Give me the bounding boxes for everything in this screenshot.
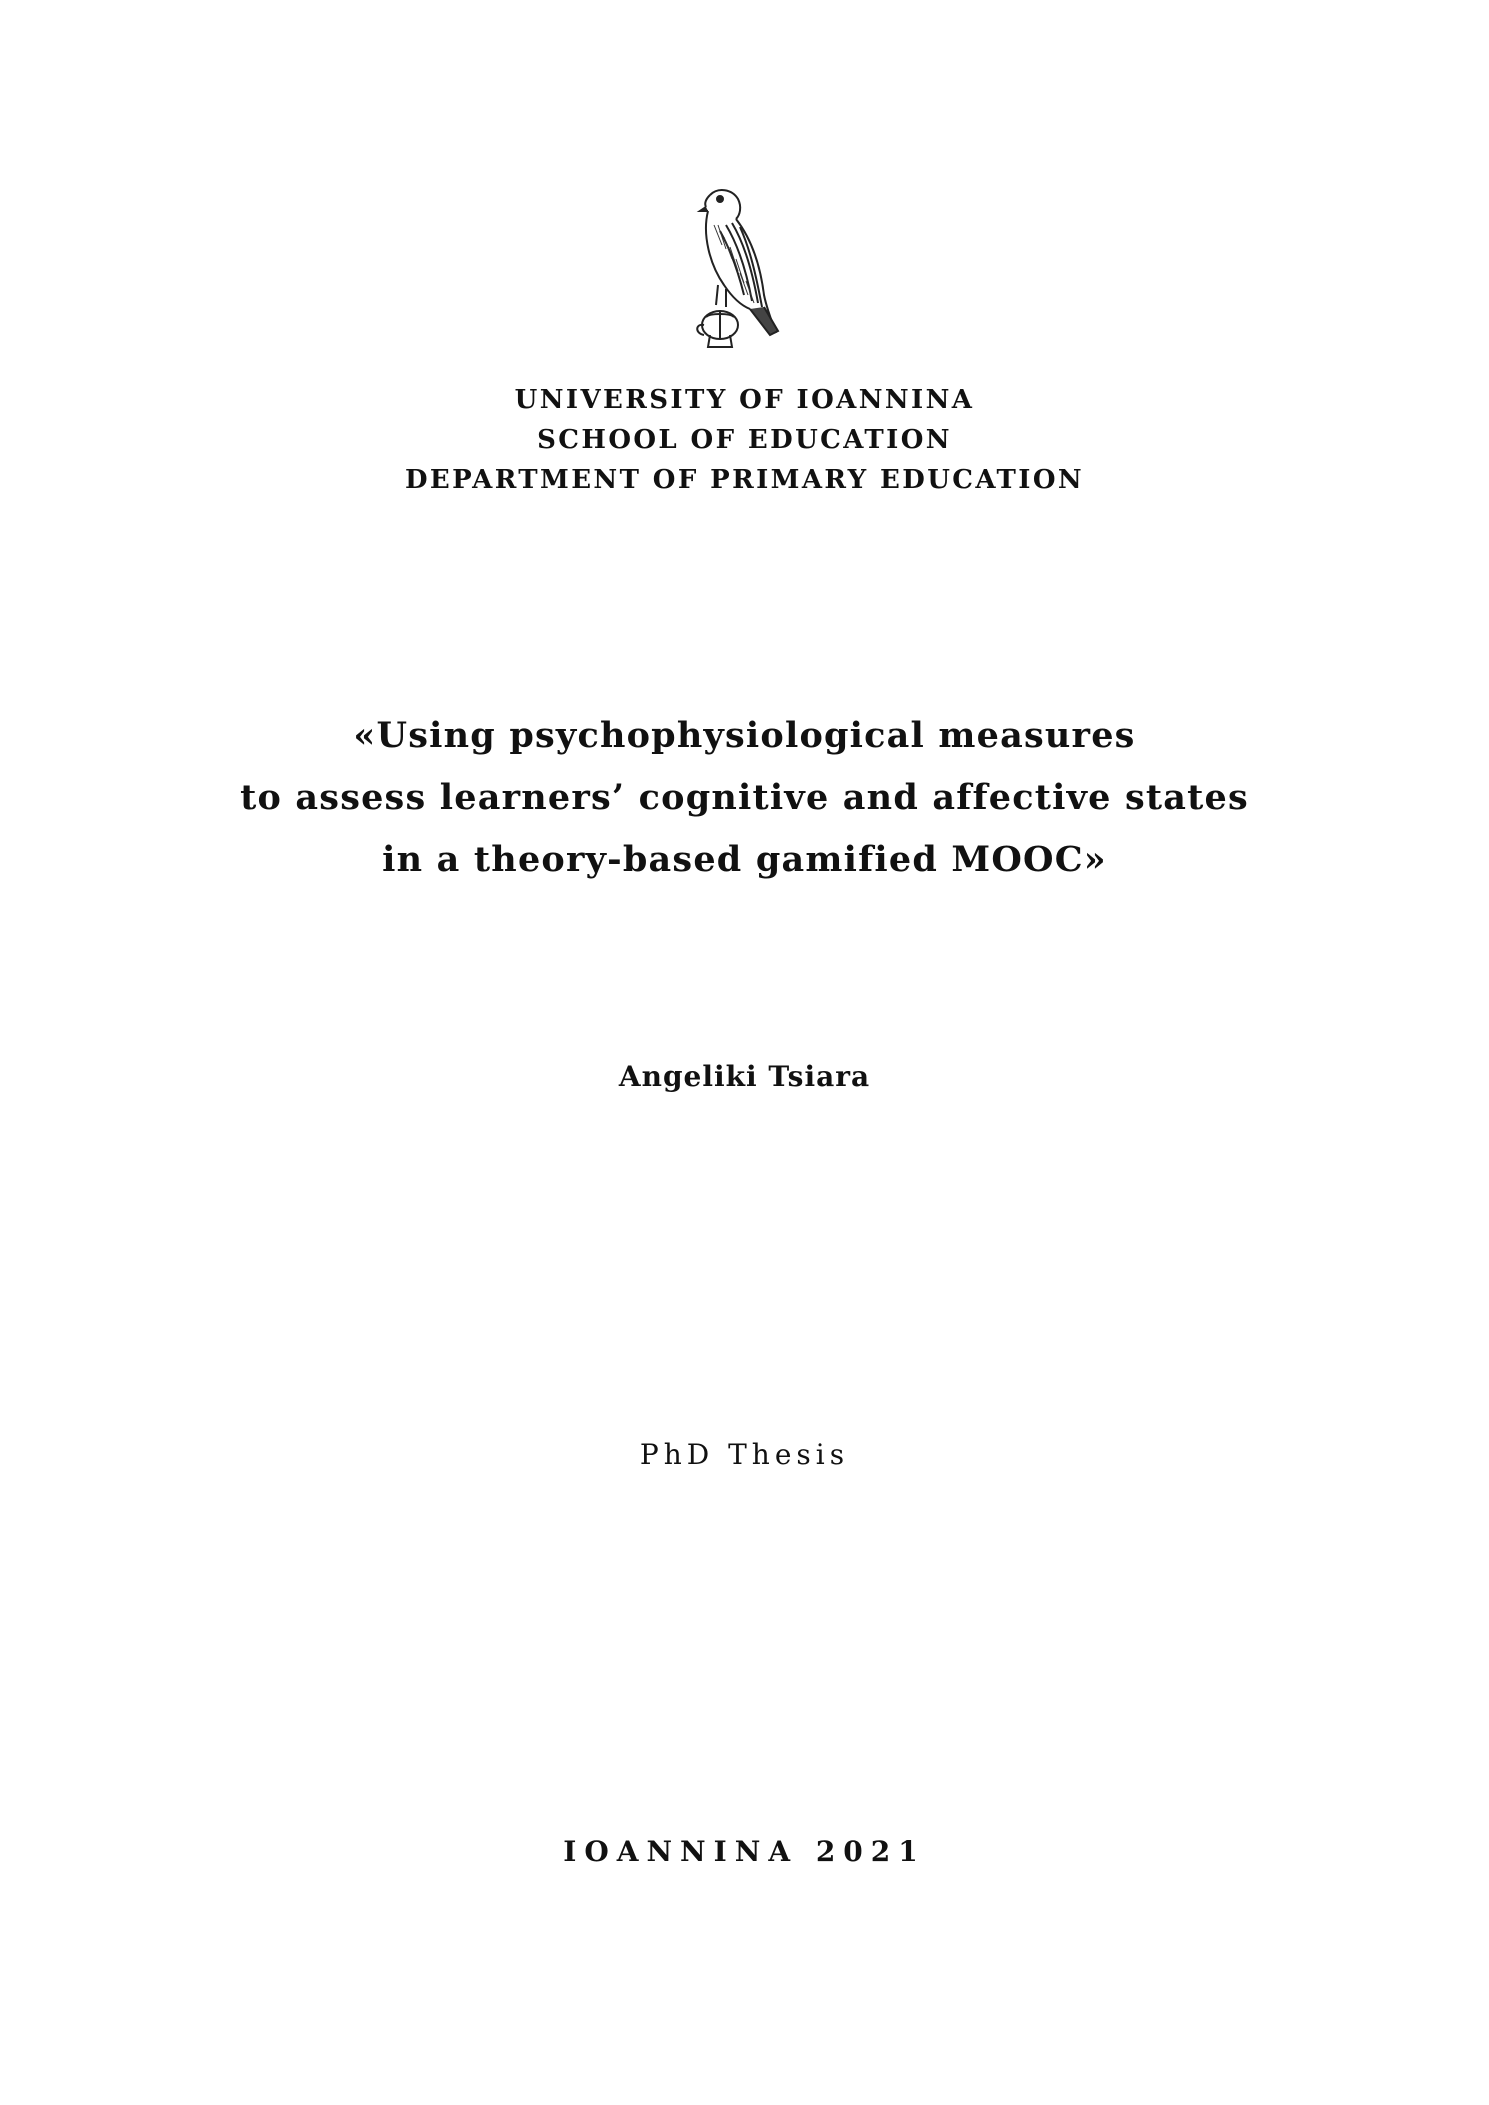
title-line-2: to assess learners’ cognitive and affective states bbox=[240, 777, 1249, 818]
place-and-year: IOANNINA 2021 bbox=[563, 1835, 926, 1868]
school-name: SCHOOL OF EDUCATION bbox=[537, 425, 952, 455]
institution-block bbox=[0, 380, 1489, 500]
title-line-3: in a theory-based gamified MOOC» bbox=[382, 839, 1107, 880]
title-line-1: «Using psychophysiological measures bbox=[353, 715, 1136, 756]
author-name: Angeliki Tsiara bbox=[618, 1060, 871, 1093]
owl-emblem-icon bbox=[680, 185, 790, 360]
university-name: UNIVERSITY OF IOANNINA bbox=[514, 385, 975, 415]
thesis-title bbox=[0, 705, 1489, 891]
document-type: PhD Thesis bbox=[639, 1438, 850, 1471]
department-name: DEPARTMENT OF PRIMARY EDUCATION bbox=[404, 465, 1085, 495]
